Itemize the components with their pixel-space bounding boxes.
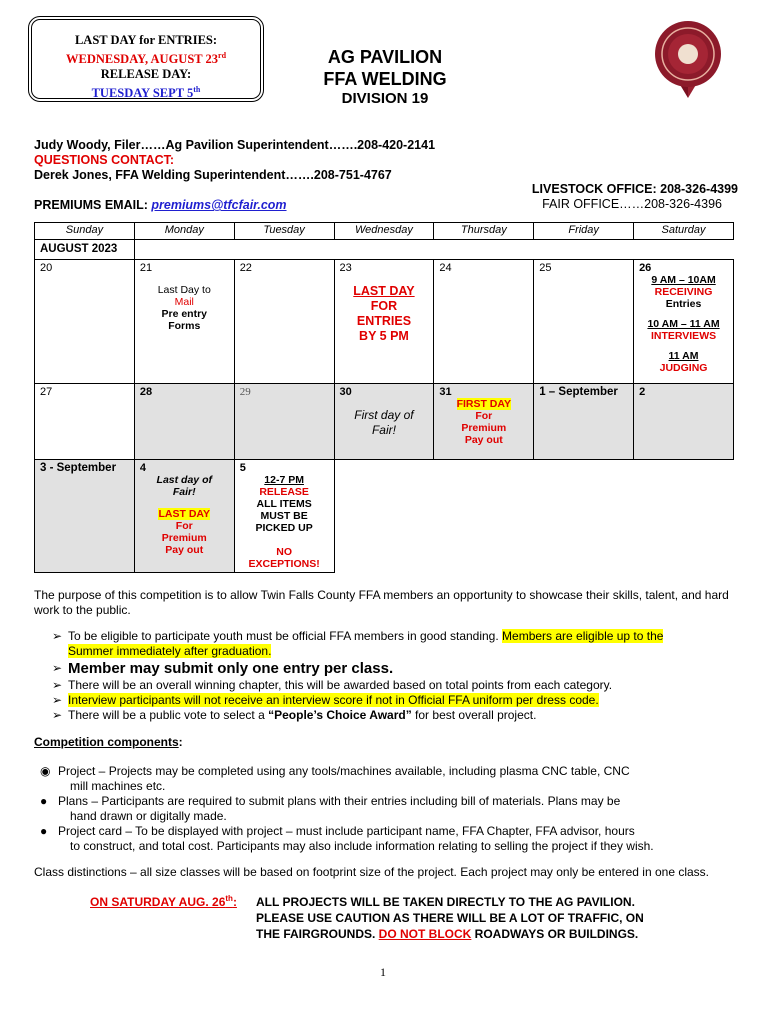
day-header: Friday (534, 223, 634, 240)
list-item: ➢ To be eligible to participate youth must be official FFA members in good standing. Members are eligible up to the Summer immediately after graduation. (52, 629, 664, 658)
components-list (40, 764, 740, 854)
deadline-box (28, 16, 264, 102)
saturday-notice: ALL PROJECTS WILL BE TAKEN DIRECTLY TO THE AG PAVILION. PLEASE USE CAUTION AS THERE WILL BE A LOT OF TRAFFIC, ON THE FAIRGROUNDS. DO NOT BLOCK ROADWAYS OR BUILDINGS. (256, 895, 644, 941)
release-label: RELEASE DAY: (100, 67, 192, 82)
calendar-cell: 27 (35, 384, 135, 460)
calendar-cell: 25 (534, 260, 634, 384)
division-label: DIVISION 19 (341, 90, 429, 107)
calendar-cell: 30 First day of Fair! (334, 384, 434, 460)
calendar-cell: 26 9 AM – 10AM RECEIVING Entries 10 AM – 11 AM INTERVIEWS 11 AM JUDGING (634, 260, 734, 384)
bullet-icon: ◉ (40, 764, 51, 778)
list-item: ◉ Project – Projects may be completed using any tools/machines available, including plasma CNC table, CNC mill machines etc. (40, 764, 630, 793)
calendar-cell: 21 Last Day to Mail Pre entry Forms (134, 260, 234, 384)
calendar-cell: 5 12-7 PM RELEASE ALL ITEMS MUST BE PICKED UP NO EXCEPTIONS! (234, 460, 334, 573)
release-date: TUESDAY SEPT 5th (91, 85, 201, 101)
saturday-label: ON SATURDAY AUG. 26th: (90, 894, 237, 909)
calendar-header-row (35, 223, 734, 240)
week-row (35, 460, 734, 573)
list-item: ➢ Interview participants will not receive an interview score if not in Official FFA uniform per dress code. (52, 693, 599, 707)
day-header: Monday (134, 223, 234, 240)
calendar-cell: 31 FIRST DAY For Premium Pay out (434, 384, 534, 460)
calendar-cell: 29 (234, 384, 334, 460)
month-row (35, 240, 734, 260)
entries-date: WEDNESDAY, AUGUST 23rd (65, 51, 227, 67)
day-header: Saturday (634, 223, 734, 240)
premiums-email-row: PREMIUMS EMAIL: premiums@tfcfair.com (34, 198, 287, 212)
list-item: ● Project card – To be displayed with project – must include participant name, FFA Chapter, FFA advisor, hours to construct, and total cost. Participants may also include information relating to selling the project if they wish. (40, 824, 654, 853)
calendar-cell: 22 (234, 260, 334, 384)
day-header: Tuesday (234, 223, 334, 240)
questions-label: QUESTIONS CONTACT: (34, 153, 175, 167)
week-row (35, 260, 734, 384)
superintendent-contact: Derek Jones, FFA Welding Superintendent…….208-751-4767 (34, 168, 392, 182)
fair-office: FAIR OFFICE……208-326-4396 (542, 197, 722, 211)
month-label: AUGUST 2023 (35, 240, 135, 260)
day-header: Wednesday (334, 223, 434, 240)
premiums-email-link[interactable]: premiums@tfcfair.com (151, 198, 287, 212)
filer-contact: Judy Woody, Filer……Ag Pavilion Superintendent…….208-420-2141 (34, 138, 436, 152)
components-heading: Competition components: (34, 735, 183, 749)
page-title: AG PAVILION FFA WELDING (323, 47, 447, 89)
calendar-cell: 4 Last day of Fair! LAST DAY For Premium Pay out (134, 460, 234, 573)
livestock-office: LIVESTOCK OFFICE: 208-326-4399 (531, 182, 738, 196)
bullet-icon: ● (40, 794, 48, 808)
purpose-paragraph: The purpose of this competition is to allow Twin Falls County FFA members an opportunity to showcase their skills, talent, and hard work to the public. (34, 588, 729, 617)
class-distinctions: Class distinctions – all size classes will be based on footprint size of the project. Each project may only be entered in one class. (34, 865, 710, 879)
calendar-cell: 23 LAST DAY FOR ENTRIES BY 5 PM (334, 260, 434, 384)
fair-seal-icon (648, 18, 728, 98)
calendar-cell: 2 (634, 384, 734, 460)
list-item: ➢ There will be a public vote to select a “People’s Choice Award” for best overall project. (52, 708, 537, 722)
list-item: ➢ There will be an overall winning chapter, this will be awarded based on total points from each category. (52, 678, 613, 692)
list-item: ➢ Member may submit only one entry per class. (52, 660, 394, 677)
calendar-cell: 24 (434, 260, 534, 384)
calendar-cell: 20 (35, 260, 135, 384)
calendar-cell: 28 (134, 384, 234, 460)
day-header: Thursday (434, 223, 534, 240)
calendar-table (34, 222, 734, 573)
calendar-cell: 3 - September (35, 460, 135, 573)
bullet-icon: ● (40, 824, 48, 838)
list-item: ● Plans – Participants are required to submit plans with their entries including bill of materials. Plans may be hand drawn or digitally made. (40, 794, 621, 823)
page-number: 1 (380, 965, 386, 979)
calendar-cell: 1 – September (534, 384, 634, 460)
entries-label: LAST DAY for ENTRIES: (74, 33, 218, 47)
eligibility-list (34, 629, 734, 723)
day-header: Sunday (35, 223, 135, 240)
week-row (35, 384, 734, 460)
